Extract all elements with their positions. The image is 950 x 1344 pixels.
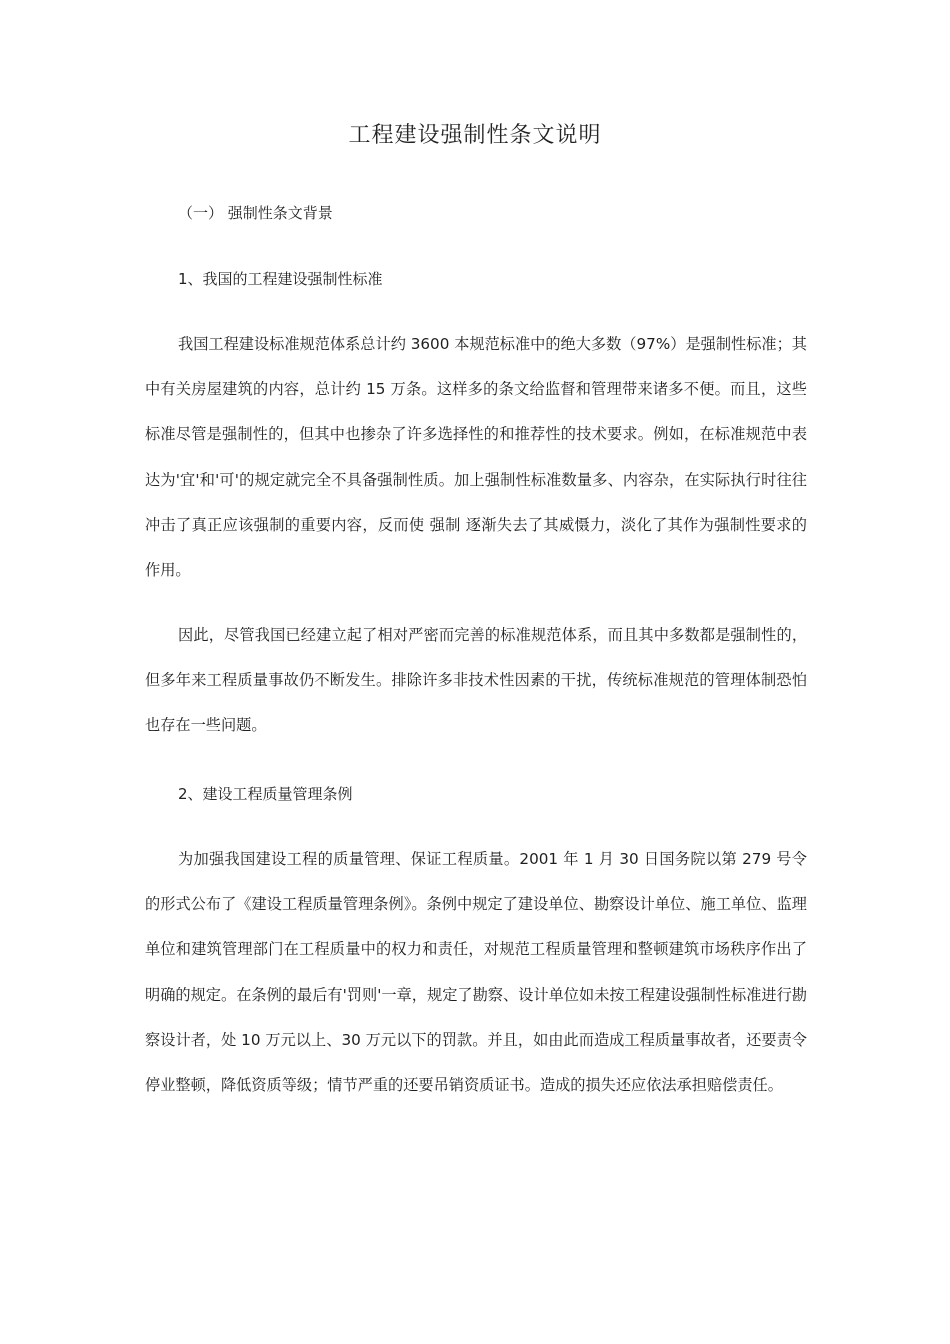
- subsection-heading-quality-regulation: 2、建设工程质量管理条例: [178, 785, 353, 803]
- paragraph-quality-regulation: 为加强我国建设工程的质量管理、保证工程质量。2001 年 1 月 30 日国务院以第 279 号令的形式公布了《建设工程质量管理条例》。条例中规定了建设单位、勘察设计单位、施工单位、监理单位和建筑管理部门在工程质量中的权力和责任，对规范工程质量管理和整顿建筑市场秩序作出了明确的规定。在条例的最后有'罚则'一章，规定了勘察、设计单位如未按工程建设强制性标准进行勘察设计者，处 10 万元以上、30 万元以下的罚款。并且，如由此而造成工程质量事故者，还要责令停业整顿，降低资质等级；情节严重的还要吊销资质证书。造成的损失还应依法承担赔偿责任。: [145, 850, 807, 1095]
- document-title: 工程建设强制性条文说明: [348, 123, 602, 148]
- subsection-heading-mandatory-standards: 1、我国的工程建设强制性标准: [178, 270, 383, 288]
- section-heading-background: （一） 强制性条文背景: [178, 204, 333, 222]
- paragraph-standards-overview: 我国工程建设标准规范体系总计约 3600 本规范标准中的绝大多数（97%）是强制性标准；其中有关房屋建筑的内容，总计约 15 万条。这样多的条文给监督和管理带来诸多不便。而且，这些标准尽管是强制性的，但其中也掺杂了许多选择性的和推荐性的技术要求。例如，在标准规范中表达为'宜'和'可'的规定就完全不具备强制性质。加上强制性标准数量多、内容杂，在实际执行时往往冲击了真正应该强制的重要内容，反而使 强制 逐渐失去了其威慑力，淡化了其作为强制性要求的作用。: [145, 335, 807, 580]
- paragraph-standards-problems: 因此，尽管我国已经建立起了相对严密而完善的标准规范体系，而且其中多数都是强制性的，但多年来工程质量事故仍不断发生。排除许多非技术性因素的干扰，传统标准规范的管理体制恐怕也存在一些问题。: [145, 626, 807, 735]
